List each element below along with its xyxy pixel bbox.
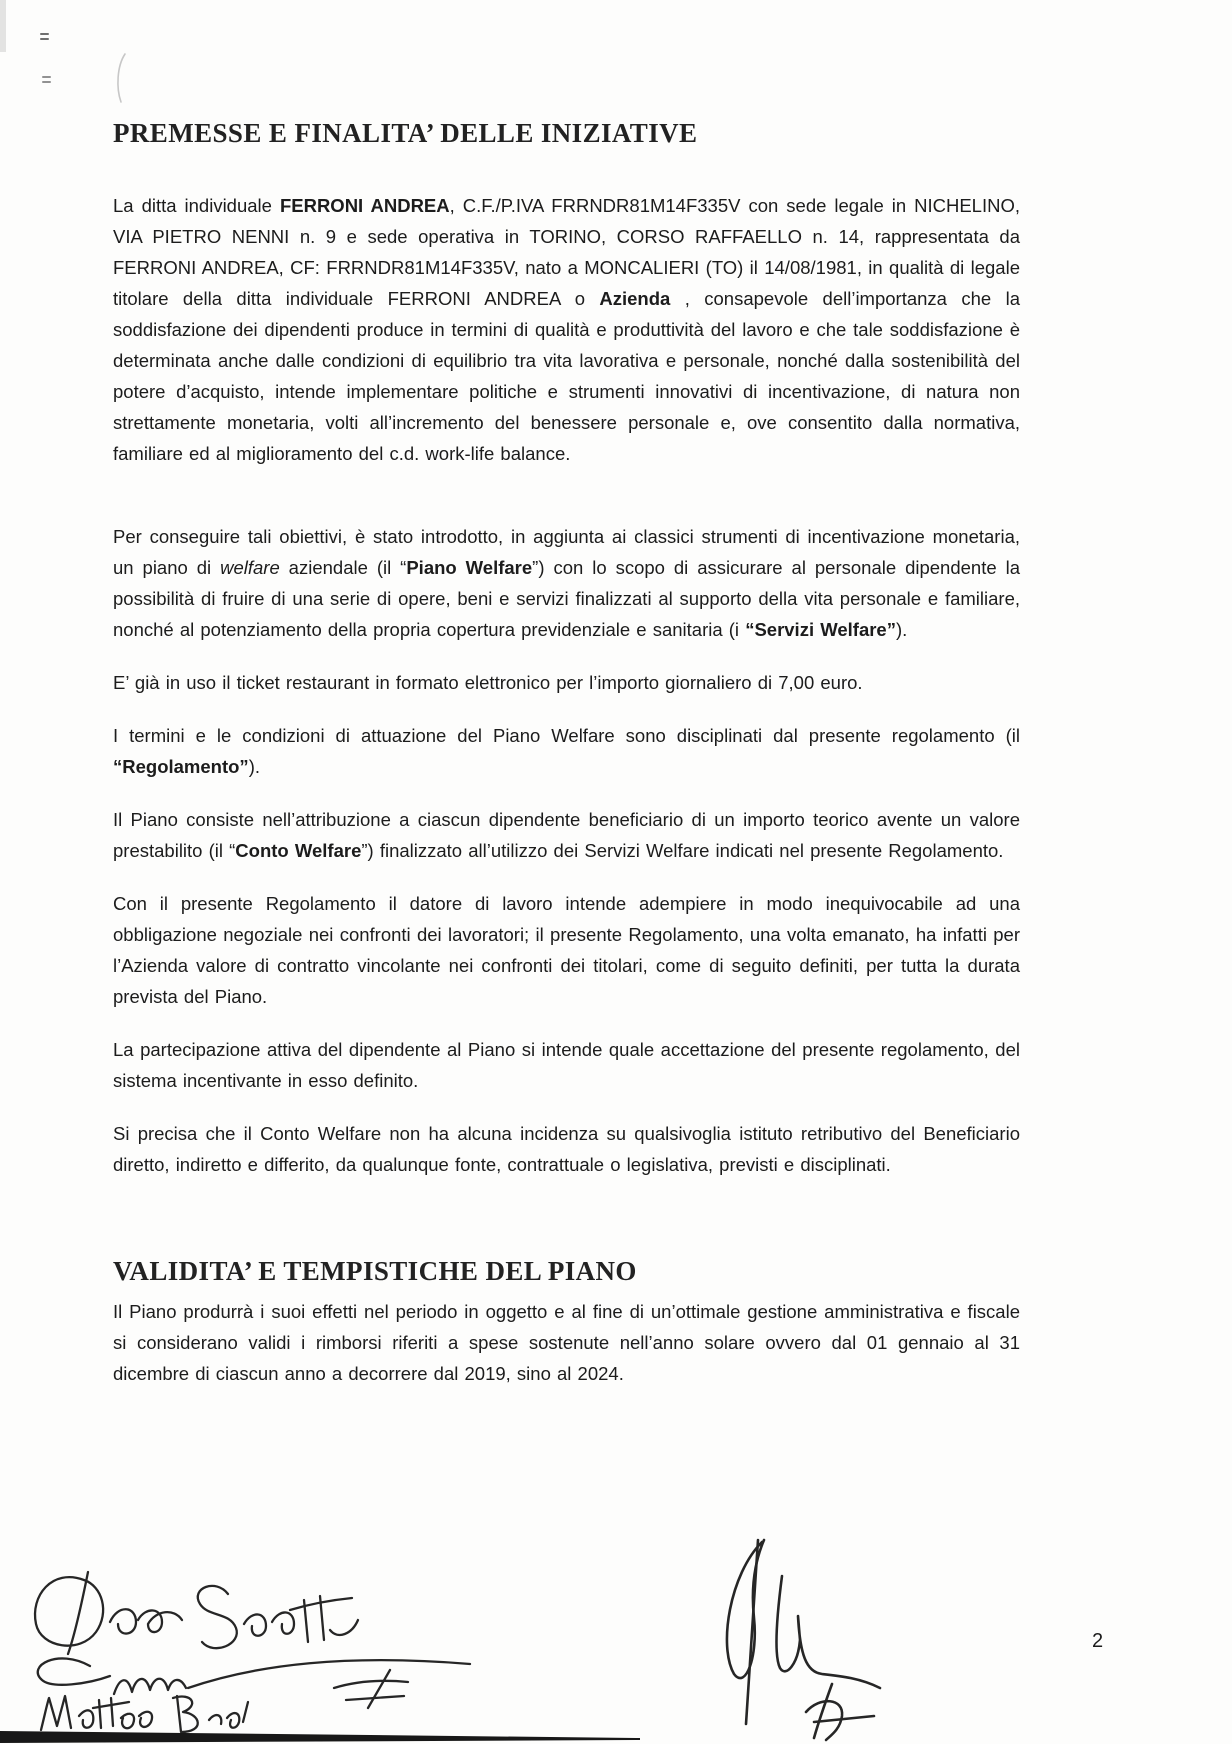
- document-body: [113, 116, 1020, 1411]
- paragraph-intro-azienda: La ditta individuale FERRONI ANDREA, C.F./P.IVA FRRNDR81M14F335V con sede legale in NICHELINO, VIA PIETRO NENNI n. 9 e sede operativa in TORINO, CORSO RAFFAELLO n. 14, rappresentata da FERRONI ANDREA, CF: FRRNDR81M14F335V, nato a MONCALIERI (TO) il 14/08/1981, in qualità di legale titolare della ditta individuale FERRONI ANDREA o Azienda , consapevole dell’importanza che la soddisfazione dei dipendenti produce in termini di qualità e produttività del lavoro e che tale soddisfazione è determinata anche dalle condizioni di equilibrio tra vita lavorativa e personale, nonché dalla sostenibilità del potere d’acquisto, intende implementare politiche e strumenti innovativi di incentivazione, di natura non strettamente monetaria, volti all’incremento del benessere personale e, ove consentito dalla normativa, familiare ed al miglioramento del c.d. work-life balance.: [113, 195, 1021, 464]
- paragraph-piano-welfare: Per conseguire tali obiettivi, è stato introdotto, in aggiunta ai classici strumenti di incentivazione monetaria, un piano di welfare aziendale (il “Piano Welfare”) con lo scopo di assicurare al personale dipendente la possibilità di fruire di una serie di opere, beni e servizi finalizzati al supporto della vita personale e familiare, nonché al potenziamento della propria copertura previdenziale e sanitaria (i “Servizi Welfare”).: [113, 526, 1020, 640]
- scan-speck-artifact: [40, 33, 49, 41]
- scan-paren-artifact: [112, 52, 128, 104]
- page-number: 2: [1092, 1630, 1104, 1652]
- paragraph-incidenza: Si precisa che il Conto Welfare non ha alcuna incidenza su qualsivoglia istituto retributivo del Beneficiario diretto, indiretto e differito, da qualunque fonte, contrattuale o legislativa, previsti e disciplinati.: [113, 1123, 1020, 1175]
- paragraph-partecipazione: La partecipazione attiva del dipendente al Piano si intende quale accettazione del presente regolamento, del sistema incentivante in esso definito.: [113, 1039, 1020, 1091]
- scan-bottom-band-artifact: [0, 1730, 1232, 1744]
- paragraph-regolamento: I termini e le condizioni di attuazione del Piano Welfare sono disciplinati dal presente regolamento (il “Regolamento”).: [113, 725, 1020, 777]
- paragraph-ticket-restaurant: E’ già in uso il ticket restaurant in formato elettronico per l’importo giornaliero di 7,00 euro.: [113, 672, 863, 693]
- scan-speck-artifact: [42, 76, 51, 84]
- handwritten-signature-4: [662, 1526, 897, 1744]
- paragraph-conto-welfare: Il Piano consiste nell’attribuzione a ciascun dipendente beneficiario di un importo teorico avente un valore prestabilito (il “Conto Welfare”) finalizzato all’utilizzo dei Servizi Welfare indicati nel presente Regolamento.: [113, 809, 1020, 861]
- section-heading-premesse: PREMESSE E FINALITA’ DELLE INIZIATIVE: [113, 118, 698, 148]
- section-heading-validita: VALIDITA’ E TEMPISTICHE DEL PIANO: [113, 1256, 637, 1286]
- paragraph-obbligazione: Con il presente Regolamento il datore di lavoro intende adempiere in modo inequivocabile ad una obbligazione negoziale nei confronti dei lavoratori; il presente Regolamento, una volta emanato, ha infatti per l’Azienda valore di contratto vincolante nei confronti dei titolari, come di seguito definiti, per tutta la durata prevista del Piano.: [113, 893, 1020, 1007]
- scan-edge-artifact: [0, 0, 6, 52]
- paragraph-validita: Il Piano produrrà i suoi effetti nel periodo in oggetto e al fine di un’ottimale gestione amministrativa e fiscale si considerano validi i rimborsi riferiti a spese sostenute nell’anno solare ovvero dal 01 gennaio al 31 dicembre di ciascun anno a decorrere dal 2019, sino al 2024.: [113, 1301, 1020, 1384]
